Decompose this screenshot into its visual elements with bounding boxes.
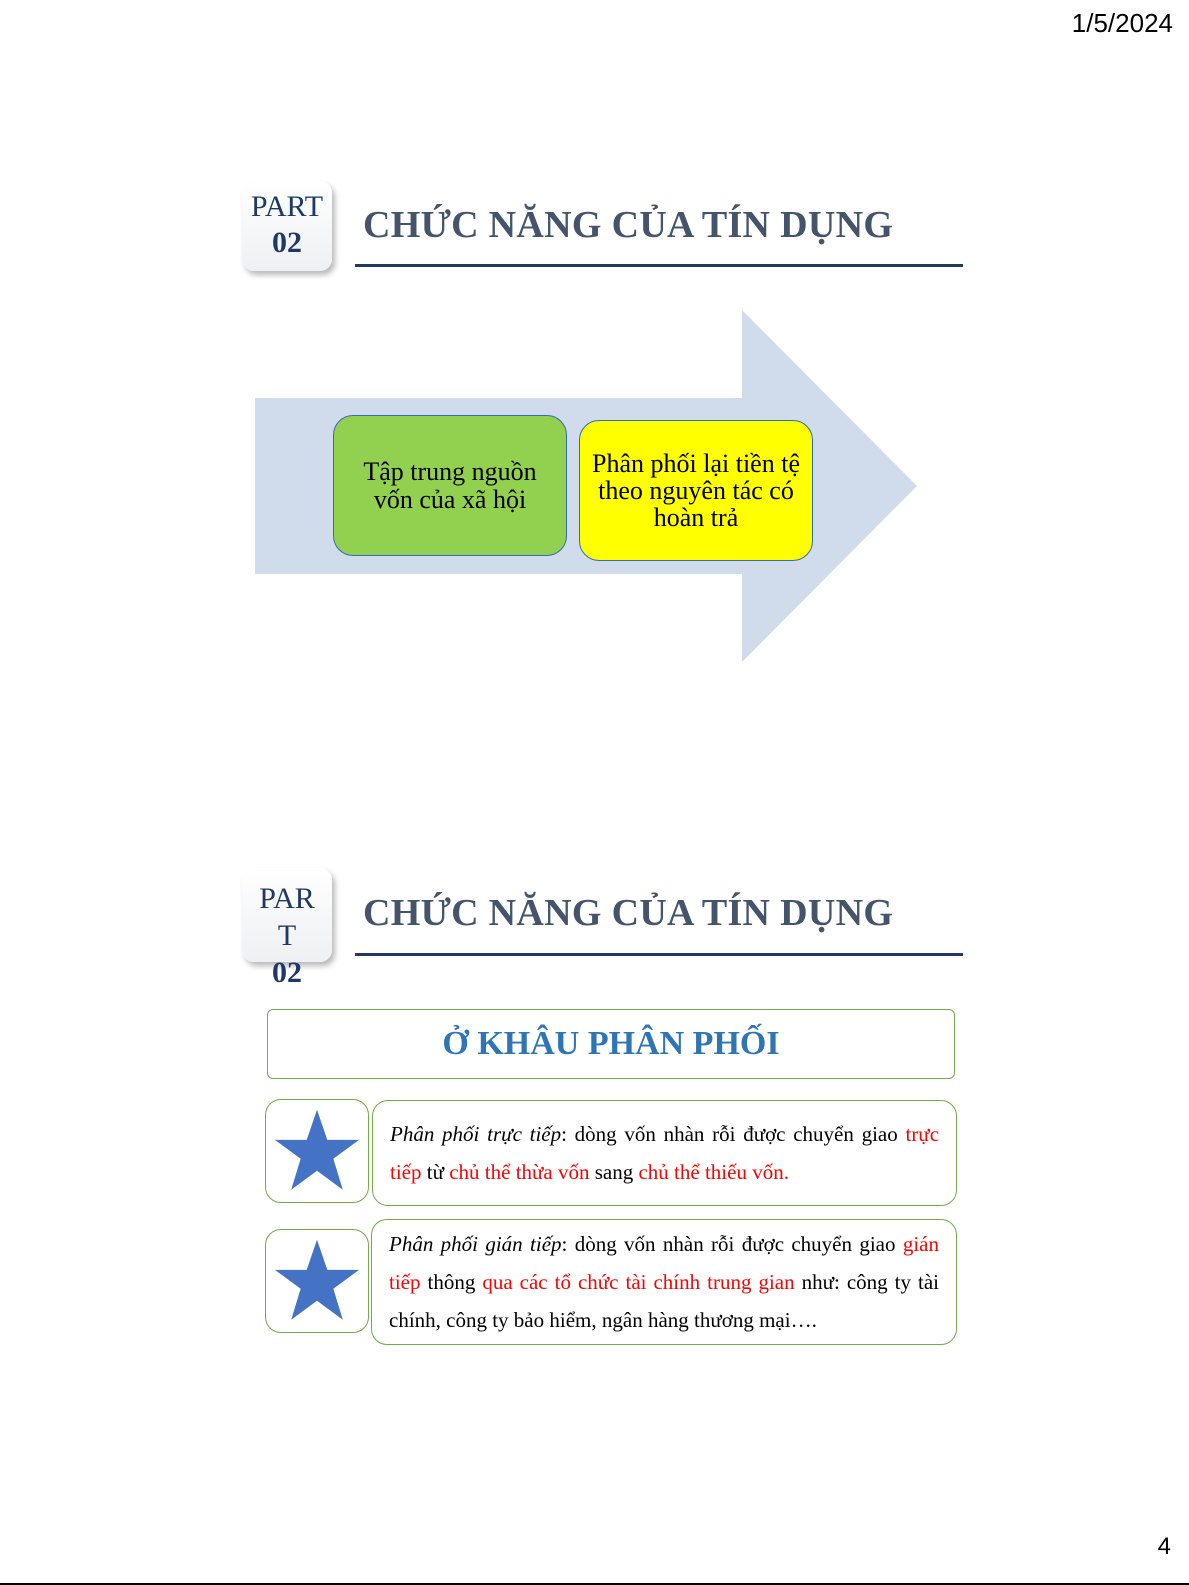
part-number: 02 <box>272 956 302 989</box>
definition-term: Phân phối gián tiếp <box>389 1232 562 1256</box>
highlight-text: gián tiếp <box>389 1232 939 1294</box>
definition-text: Phân phối trực tiếp: dòng vốn nhàn rỗi được chuyển giao trực tiếp từ chủ thể thừa vốn sang chủ thể thiếu vốn. <box>390 1122 940 1184</box>
star-icon <box>274 1108 360 1194</box>
section-header-label: Ở KHÂU PHÂN PHỐI <box>442 1025 780 1062</box>
process-node-1 <box>333 415 567 556</box>
process-node-2-label: Phân phối lại tiền tệ theo nguyên tác có hoàn trả <box>592 448 800 533</box>
slide-title: CHỨC NĂNG CỦA TÍN DỤNG <box>363 892 894 934</box>
highlight-text: chủ thể thiếu vốn. <box>638 1160 789 1184</box>
star-icon <box>274 1238 360 1324</box>
process-node-1-label: Tập trung nguồn vốn của xã hội <box>363 457 537 514</box>
highlight-text: chủ thể thừa vốn <box>449 1160 590 1184</box>
definition-box <box>371 1219 957 1345</box>
highlight-text: trực tiếp <box>390 1122 940 1184</box>
process-node-2 <box>579 420 813 561</box>
part-label-line-1: PAR <box>259 882 315 915</box>
definition-term: Phân phối trực tiếp <box>390 1122 562 1146</box>
definition-text: Phân phối gián tiếp: dòng vốn nhàn rỗi được chuyển giao gián tiếp thông qua các tổ chức tài chính trung gian như: công ty tài chính, công ty bảo hiểm, ngân hàng thương mại…. <box>389 1232 939 1332</box>
section-header <box>267 1009 955 1079</box>
slide-title: CHỨC NĂNG CỦA TÍN DỤNG <box>363 204 894 246</box>
star-box <box>265 1229 369 1333</box>
part-badge <box>242 181 332 271</box>
part-label-line-2: T <box>277 919 297 952</box>
part-number: 02 <box>272 226 302 259</box>
part-badge <box>242 868 332 989</box>
title-underline <box>355 264 963 267</box>
title-underline <box>355 953 963 956</box>
star-box <box>265 1099 369 1203</box>
highlight-text: qua các tổ chức tài chính trung gian <box>482 1270 795 1294</box>
part-label: PART <box>250 190 324 223</box>
page-number: 4 <box>1157 1533 1171 1560</box>
definition-box <box>372 1100 957 1206</box>
date-label: 1/5/2024 <box>1071 8 1173 38</box>
